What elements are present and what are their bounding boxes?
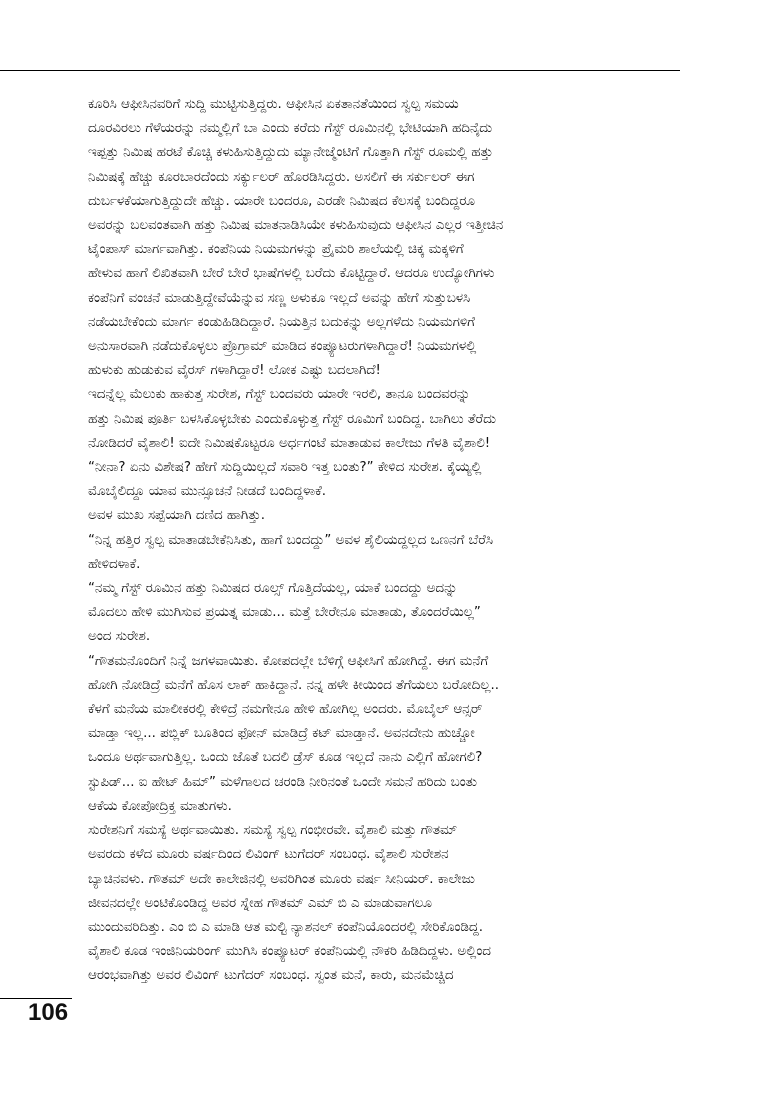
text-line: “ನಮ್ಮ ಗೆಸ್ಟ್ ರೂಮಿನ ಹತ್ತು ನಿಮಿಷದ ರೂಲ್ಸ್ ಗೊತ್ತಿದೆಯಲ್ಲ, ಯಾಕೆ ಬಂದದ್ದು ಅದನ್ನು <box>88 581 458 597</box>
text-line: ಆಕೆಯ ಕೋಪೋದ್ರಿಕ್ತ ಮಾತುಗಳು. <box>88 798 232 814</box>
text-line: ಬ್ಯಾಚಿನವಳು. ಗೌತಮ್ ಅದೇ ಕಾಲೇಜಿನಲ್ಲಿ ಅವರಿಗಿಂತ ಮೂರು ವರ್ಷ ಸೀನಿಯರ್. ಕಾಲೇಜು <box>88 871 475 887</box>
text-line: ಅನುಸಾರವಾಗಿ ನಡೆದುಕೊಳ್ಳಲು ಪ್ರೊಗ್ರಾಮ್ ಮಾಡಿದ ಕಂಪ್ಯೂಟರುಗಳಾಗಿದ್ದಾರೆ! ನಿಯಮಗಳಲ್ಲಿ <box>88 339 477 355</box>
text-line: ದುರ್ಬಳಕೆಯಾಗುತ್ತಿದ್ದುದೇ ಹೆಚ್ಚು. ಯಾರೇ ಬಂದರೂ, ಎರಡೇ ನಿಮಿಷದ ಕೆಲಸಕ್ಕೆ ಬಂದಿದ್ದರೂ <box>88 193 475 209</box>
text-line: ಟೈಂಪಾಸ್ ಮಾರ್ಗವಾಗಿತ್ತು. ಕಂಪೆನಿಯ ನಿಯಮಗಳನ್ನು ಪ್ರೈಮರಿ ಶಾಲೆಯಲ್ಲಿ ಚಿಕ್ಕ ಮಕ್ಕಳಿಗೆ <box>88 242 464 258</box>
text-line: ಅವರದು ಕಳೆದ ಮೂರು ವರ್ಷದಿಂದ ಲಿವಿಂಗ್ ಟುಗೆದರ್ ಸಂಬಂಧ. ವೈಶಾಲಿ ಸುರೇಶನ <box>88 847 449 863</box>
text-line: ಅಂದ ಸುರೇಶ. <box>88 629 151 645</box>
text-line: ಹೇಳಿದಳಾಕೆ. <box>88 556 141 572</box>
text-line: ಕಂಪೆನಿಗೆ ವಂಚನೆ ಮಾಡುತ್ತಿದ್ದೇವೆಯೆನ್ನುವ ಸಣ್ಣ ಅಳುಕೂ ಇಲ್ಲದೆ ಅವನ್ನು ಹೇಗೆ ಸುತ್ತುಬಳಸಿ <box>88 290 471 306</box>
text-line: ನಡೆಯಬೇಕೆಂದು ಮಾರ್ಗ ಕಂಡುಹಿಡಿದಿದ್ದಾರೆ. ನಿಯತ್ತಿನ ಬದುಕನ್ನು ಅಲ್ಲಗಳೆದು ನಿಯಮಗಳಿಗೆ <box>88 314 475 330</box>
text-line: “ನಿನ್ನ ಹತ್ತಿರ ಸ್ವಲ್ಪ ಮಾತಾಡಬೇಕೆನಿಸಿತು, ಹಾಗೆ ಬಂದದ್ದು” ಅವಳ ಶೈಲಿಯದ್ದಲ್ಲದ ಒಣನಗೆ ಬೆರೆಸಿ <box>88 532 493 548</box>
text-line: ಕೆಳಗೆ ಮನೆಯ ಮಾಲೀಕರಲ್ಲಿ ಕೇಳಿದ್ರೆ ನಮಗೇನೂ ಹೇಳಿ ಹೋಗಿಲ್ಲ ಅಂದರು. ಮೊಬೈಲ್ ಆನ್ಸರ್ <box>88 702 483 718</box>
text-line: ಹೇಳುವ ಹಾಗೆ ಲಿಖಿತವಾಗಿ ಬೇರೆ ಬೇರೆ ಭಾಷೆಗಳಲ್ಲಿ ಬರೆದು ಕೊಟ್ಟಿದ್ದಾರೆ. ಆದರೂ ಉದ್ಯೋಗಿಗಳು <box>88 266 495 282</box>
text-line: ಸುರೇಶನಿಗೆ ಸಮಸ್ಯೆ ಅರ್ಥವಾಯಿತು. ಸಮಸ್ಯೆ ಸ್ವಲ್ಪ ಗಂಭೀರವೇ. ವೈಶಾಲಿ ಮತ್ತು ಗೌತಮ್ <box>88 823 458 839</box>
text-line: ಅವಳ ಮುಖ ಸಪ್ಪೆಯಾಗಿ ದಣಿದ ಹಾಗಿತ್ತು. <box>88 508 265 524</box>
text-line: ಸ್ಟುಪಿಡ್... ಐ ಹೇಟ್ ಹಿಮ್” ಮಳೆಗಾಲದ ಚರಂಡಿ ನೀರಿನಂತೆ ಒಂದೇ ಸಮನೆ ಹರಿದು ಬಂತು <box>88 774 478 790</box>
text-line: ಹತ್ತು ನಿಮಿಷ ಪೂರ್ತಿ ಬಳಸಿಕೊಳ್ಳಬೇಕು ಎಂದುಕೊಳ್ಳುತ್ತ ಗೆಸ್ಟ್ ರೂಮಿಗೆ ಬಂದಿದ್ದ. ಬಾಗಿಲು ತೆರೆದು <box>88 411 496 427</box>
text-line: ಇದನ್ನೆಲ್ಲ ಮೆಲುಕು ಹಾಕುತ್ತ ಸುರೇಶ, ಗೆಸ್ಟ್ ಬಂದವರು ಯಾರೇ ಇರಲಿ, ತಾನೂ ಬಂದವರನ್ನು <box>88 387 471 403</box>
text-line: ಒಂದೂ ಅರ್ಥವಾಗುತ್ತಿಲ್ಲ. ಒಂದು ಜೊತೆ ಬದಲಿ ಡ್ರೆಸ್ ಕೂಡ ಇಲ್ಲದೆ ನಾನು ಎಲ್ಲಿಗೆ ಹೋಗಲಿ? <box>88 750 483 766</box>
text-line: ನಿಮಿಷಕ್ಕೆ ಹೆಚ್ಚು ಕೂರಬಾರದೆಂದು ಸರ್ಕ್ಯುಲರ್ ಹೊರಡಿಸಿದ್ದರು. ಅಸಲಿಗೆ ಈ ಸರ್ಕುಲರ್ ಈಗ <box>88 169 475 185</box>
text-line: ಆರಂಭವಾಗಿತ್ತು ಅವರ ಲಿವಿಂಗ್ ಟುಗೆದರ್ ಸಂಬಂಧ. ಸ್ವಂತ ಮನೆ, ಕಾರು, ಮನಮೆಚ್ಚಿದ <box>88 968 454 984</box>
text-line: ಅವರನ್ನು ಬಲವಂತವಾಗಿ ಹತ್ತು ನಿಮಿಷ ಮಾತನಾಡಿಸಿಯೇ ಕಳುಹಿಸುವುದು ಆಫೀಸಿನ ಎಲ್ಲರ ಇತ್ತೀಚಿನ <box>88 218 504 234</box>
text-line: ವೈಶಾಲಿ ಕೂಡ ಇಂಜಿನಿಯರಿಂಗ್ ಮುಗಿಸಿ ಕಂಪ್ಯೂಟರ್ ಕಂಪೆನಿಯಲ್ಲಿ ನೌಕರಿ ಹಿಡಿದಿದ್ದಳು. ಅಲ್ಲಿಂದ <box>88 944 491 960</box>
text-line: ಕೂರಿಸಿ ಆಫೀಸಿನವರಿಗೆ ಸುದ್ದಿ ಮುಟ್ಟಿಸುತ್ತಿದ್ದರು. ಆಫೀಸಿನ ಏಕತಾನತೆಯಿಂದ ಸ್ವಲ್ಪ ಸಮಯ <box>88 97 459 112</box>
page-body-text <box>88 93 678 989</box>
text-line: ಮಾಡ್ತಾ ಇಲ್ಲ... ಪಬ್ಲಿಕ್ ಬೂತಿಂದ ಫೋನ್ ಮಾಡಿದ್ರೆ ಕಟ್ ಮಾಡ್ತಾನೆ. ಅವನದೇನು ಹುಚ್ಚೋ <box>88 726 475 742</box>
text-line: ಮೊದಲು ಹೇಳಿ ಮುಗಿಸುವ ಪ್ರಯತ್ನ ಮಾಡು... ಮತ್ತೆ ಬೇರೇನೂ ಮಾತಾಡು, ತೊಂದರೆಯಿಲ್ಲ” <box>88 605 481 621</box>
text-line: ಇಪ್ಪತ್ತು ನಿಮಿಷ ಹರಟೆ ಕೊಚ್ಚಿ ಕಳುಹಿಸುತ್ತಿದ್ದುದು ಮ್ಯಾನೇಜ್ಮೆಂಟಿಗೆ ಗೊತ್ತಾಗಿ ಗೆಸ್ಟ್ ರೂಮಲ್ಲಿ ಹತ್ತು <box>88 145 493 161</box>
text-line: ನೋಡಿದರೆ ವೈಶಾಲಿ! ಐದೇ ನಿಮಿಷಕೊಟ್ಟರೂ ಅರ್ಧಗಂಟೆ ಮಾತಾಡುವ ಕಾಲೇಜು ಗೆಳತಿ ವೈಶಾಲಿ! <box>88 435 491 451</box>
text-line: ಜೀವನದಲ್ಲೇ ಅಂಟಿಕೊಂಡಿದ್ದ ಅವರ ಸ್ನೇಹ ಗೌತಮ್ ಎಮ್ ಬಿ ಎ ಮಾಡುವಾಗಲೂ <box>88 895 432 911</box>
text-line: ಮೊಬೈಲಿದ್ದೂ ಯಾವ ಮುನ್ಸೂಚನೆ ನೀಡದೆ ಬಂದಿದ್ದಳಾಕೆ. <box>88 484 326 500</box>
text-line: “ಗೌತಮನೊಂದಿಗೆ ನಿನ್ನೆ ಜಗಳವಾಯಿತು. ಕೋಪದಲ್ಲೇ ಬೆಳಿಗ್ಗೆ ಆಫೀಸಿಗೆ ಹೋಗಿದ್ದೆ. ಈಗ ಮನೆಗೆ <box>88 653 489 669</box>
page-number: 106 <box>28 999 69 1026</box>
text-line: ದೂರವಿರಲು ಗೆಳೆಯರನ್ನು ನಮ್ಮಲ್ಲಿಗೆ ಬಾ ಎಂದು ಕರೆದು ಗೆಸ್ಟ್ ರೂಮಿನಲ್ಲಿ ಭೇಟಿಯಾಗಿ ಹದಿನೈದು <box>88 121 493 137</box>
text-line: ಮುಂದುವರಿದಿತ್ತು. ಎಂ ಬಿ ಎ ಮಾಡಿ ಆತ ಮಲ್ಟಿ ನ್ಯಾಶನಲ್ ಕಂಪೆನಿಯೊಂದರಲ್ಲಿ ಸೇರಿಕೊಂಡಿದ್ದ. <box>88 919 483 935</box>
header-rule <box>0 70 680 71</box>
text-line: ಹುಳುಕು ಹುಡುಕುವ ವೈರಸ್ ಗಳಾಗಿದ್ದಾರೆ! ಲೋಕ ಎಷ್ಟು ಬದಲಾಗಿದೆ! <box>88 363 381 379</box>
text-line: “ನೀನಾ? ಏನು ವಿಶೇಷ? ಹೇಗೆ ಸುದ್ದಿಯಿಲ್ಲದೆ ಸವಾರಿ ಇತ್ತ ಬಂತು?” ಕೇಳಿದ ಸುರೇಶ. ಕೈಯ್ಯಲ್ಲಿ <box>88 460 482 476</box>
text-line: ಹೋಗಿ ನೋಡಿದ್ರೆ ಮನೆಗೆ ಹೊಸ ಲಾಕ್ ಹಾಕಿದ್ದಾನೆ. ನನ್ನ ಹಳೇ ಕೀಯಿಂದ ತೆಗೆಯಲು ಬರೋದಿಲ್ಲ.. <box>88 677 500 693</box>
